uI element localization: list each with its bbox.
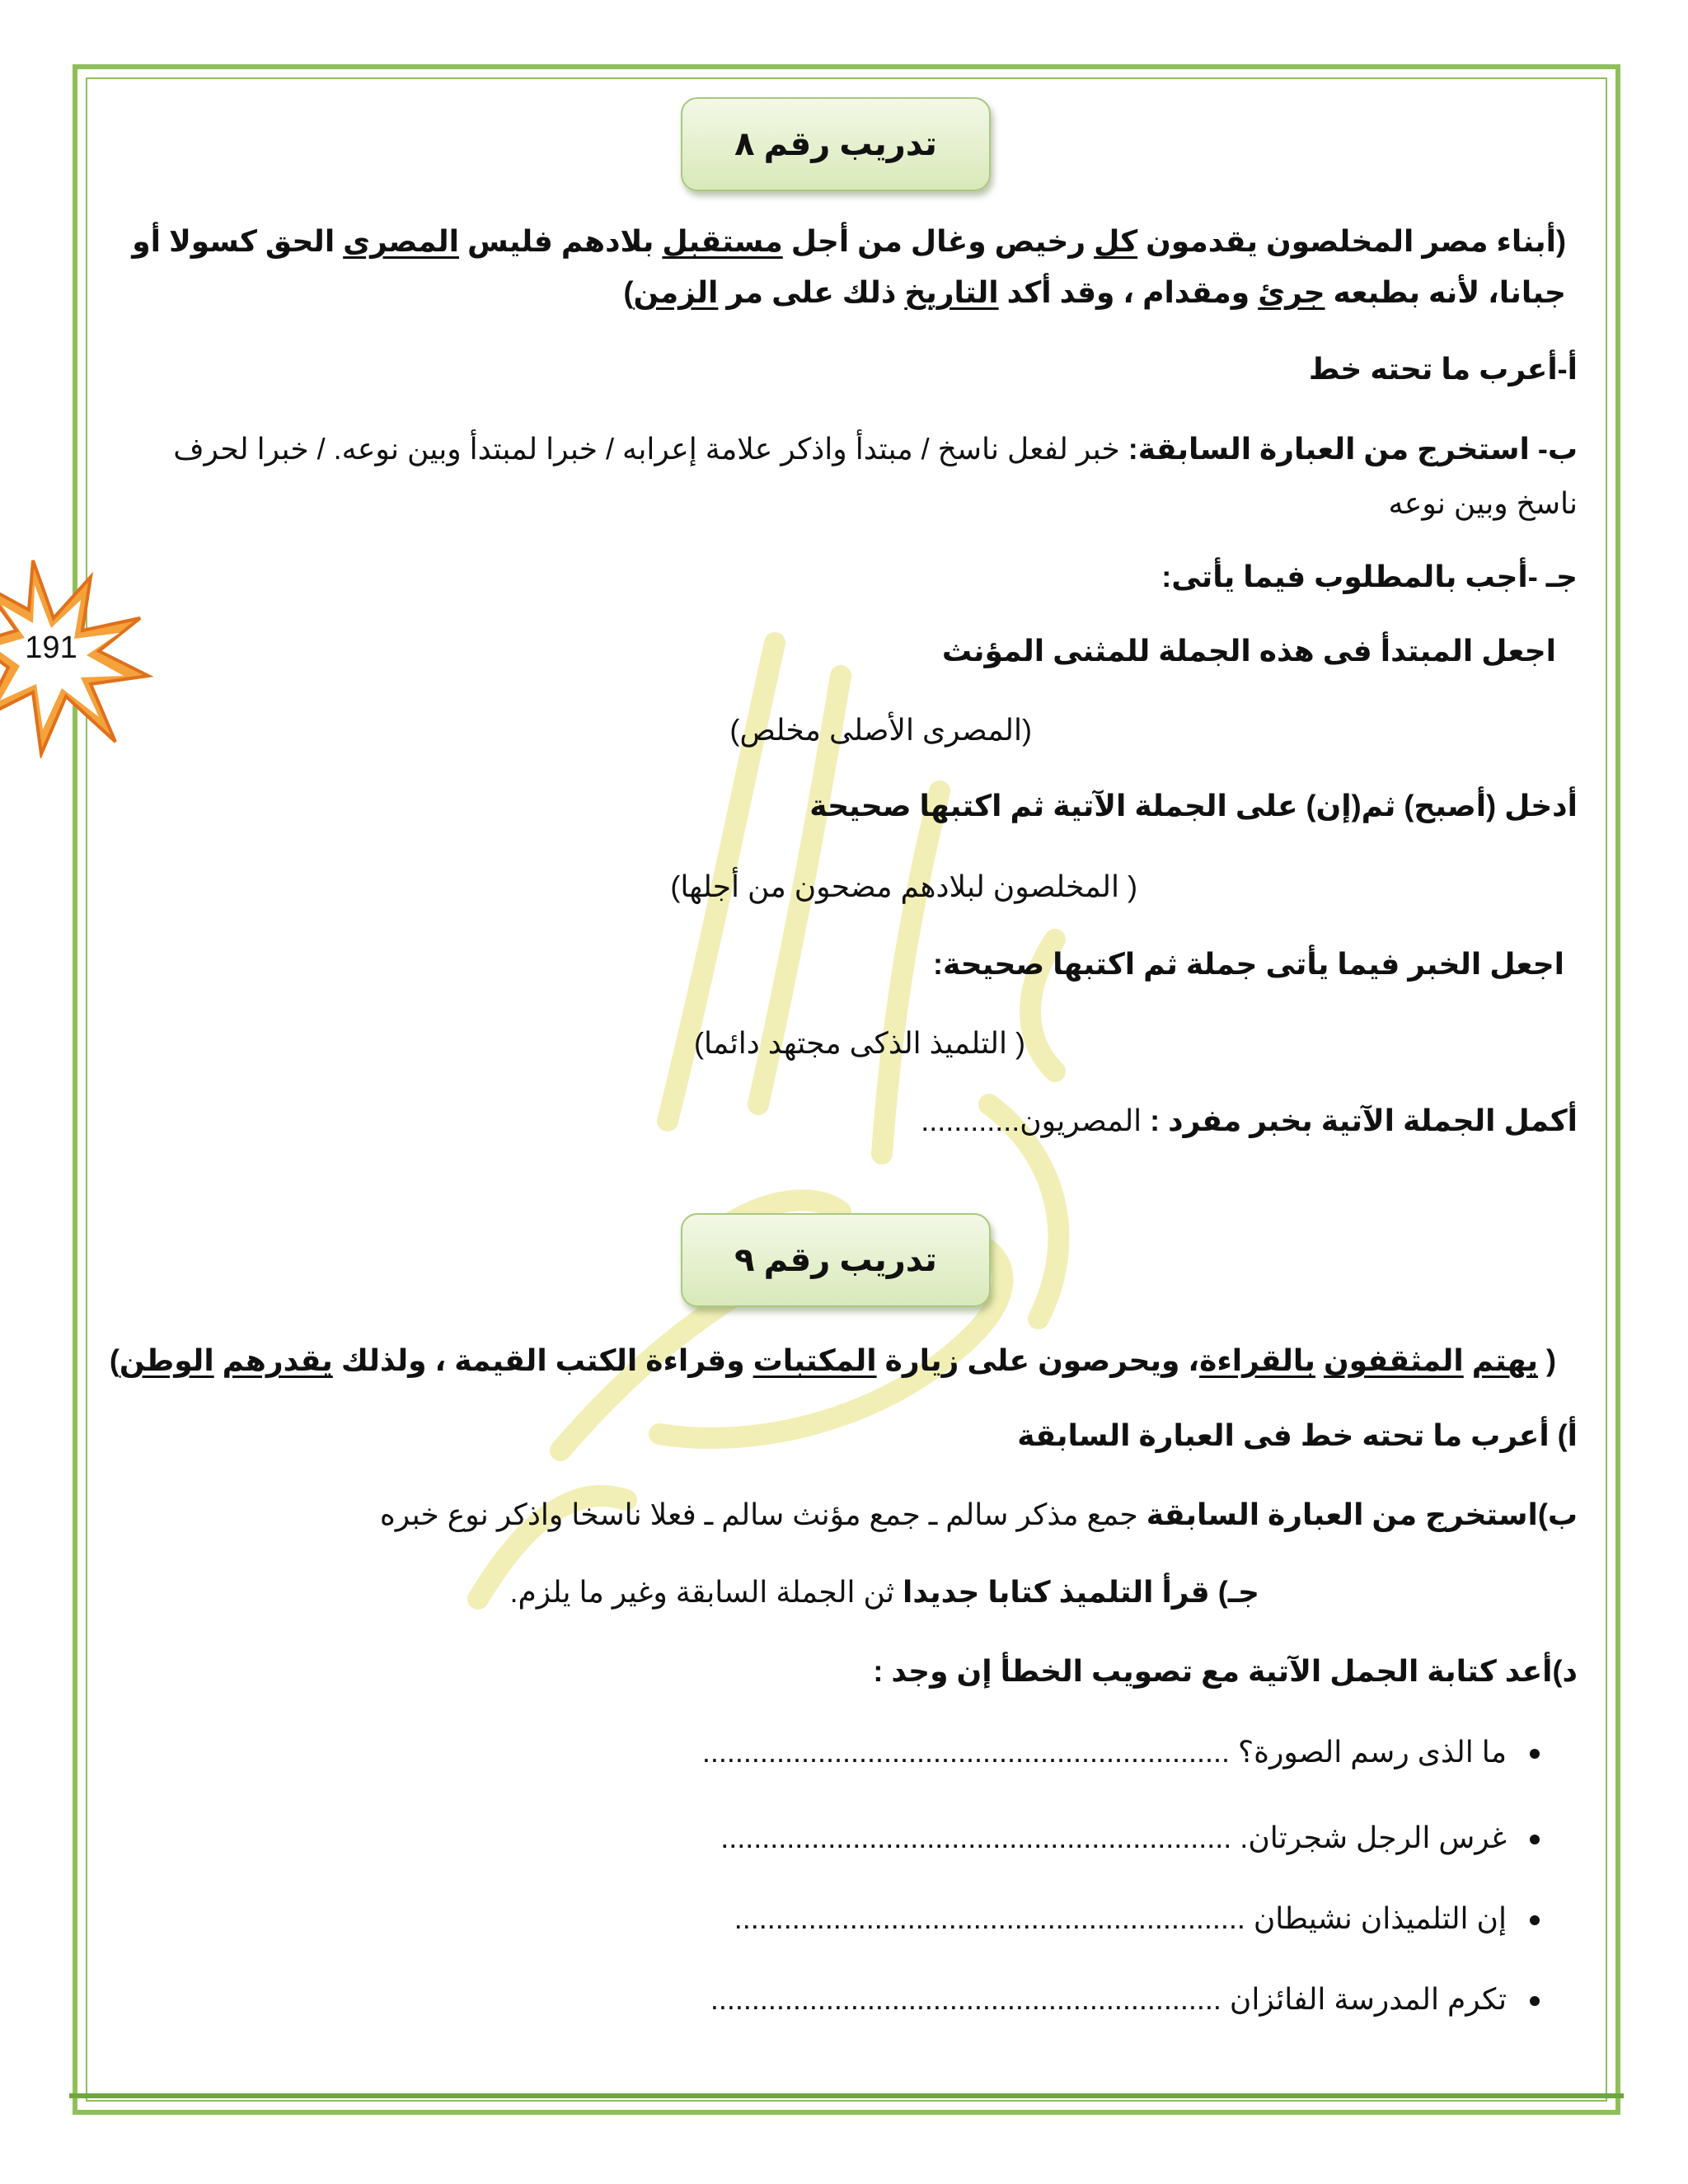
page-border-bottom [69, 2093, 1624, 2098]
passage-text: ) [623, 275, 634, 309]
bullet-dot [1530, 1915, 1540, 1925]
passage-text [214, 1343, 223, 1377]
underlined-word: جرئ [1258, 275, 1325, 309]
ex8-c2-sentence: ( المخلصون لبلادهم مضحون من أجلها) [670, 869, 1137, 903]
underlined-word: التاريخ [904, 275, 999, 309]
bullet-dot [1530, 1835, 1540, 1844]
exercise-8-title: تدريب رقم ٨ [681, 97, 991, 191]
ex9-question-b-text: جمع مذكر سالم ـ جمع مؤنث سالم ـ فعلا ناسخا واذكر نوع خبره [379, 1497, 1146, 1531]
ex9-question-a: أ) أعرب ما تحته خط فى العبارة السابقة [1017, 1418, 1578, 1452]
ex8-c3-sentence: ( التلميذ الذكى مجتهد دائما) [693, 1026, 1025, 1060]
bullet-dot [1530, 1749, 1540, 1759]
ex8-c1-sentence: (المصرى الأصلى مخلص) [729, 713, 1032, 747]
ex9-list-item [710, 1975, 1540, 2024]
ex9-question-c [509, 1568, 1259, 1617]
passage-text: ( [1538, 1343, 1556, 1377]
ex9-question-c-text: ثن الجملة السابقة وغير ما يلزم. [509, 1575, 903, 1609]
passage-text [1315, 1343, 1324, 1377]
exercise-9-passage [109, 1335, 1556, 1386]
ex8-c4 [921, 1096, 1578, 1146]
passage-text: رخيص وغال من أجل [782, 224, 1095, 258]
ex8-question-b-label: ب- استخرج من العبارة السابقة: [1128, 432, 1578, 466]
bullet-dot [1530, 1996, 1540, 2006]
underlined-word: يهتم [1471, 1343, 1538, 1377]
ex8-c4-label: أكمل الجملة الآتية بخبر مفرد : [1150, 1104, 1578, 1137]
passage-text: الحق كسولا أو جبانا، لأنه بطبعه [132, 224, 1566, 309]
ex8-c3-instruction: اجعل الخبر فيما يأتى جملة ثم اكتبها صحيحة: [932, 947, 1564, 981]
ex9-list-item [702, 1727, 1540, 1777]
passage-text: ذلك على مر [718, 275, 905, 309]
passage-text: وقراءة الكتب القيمة ، ولذلك [332, 1343, 753, 1377]
ex9-item-text: غرس الرجل شجرتان. .............................................................. [720, 1821, 1507, 1854]
underlined-word: يقدرهم [222, 1343, 333, 1377]
underlined-word: الوطن [119, 1343, 214, 1377]
passage-text: (أبناء مصر المخلصون يقدمون [1137, 224, 1566, 258]
passage-text: ) [109, 1343, 120, 1377]
ex9-question-b-label: ب)استخرج من العبارة السابقة [1146, 1497, 1578, 1531]
passage-text: ومقدام ، وقد أكد [998, 275, 1259, 309]
ex9-question-c-label: جـ) قرأ التلميذ كتابا جديدا [902, 1575, 1259, 1609]
passage-text [1464, 1343, 1472, 1377]
ex9-list-item [734, 1894, 1540, 1943]
ex9-item-text: ما الذى رسم الصورة؟ ................................................................ [701, 1735, 1507, 1769]
ex8-question-b [115, 422, 1578, 531]
ex8-c4-text: المصريون............ [921, 1104, 1151, 1137]
ex9-question-d: د)أعد كتابة الجمل الآتية مع تصويب الخطأ إن وجد : [873, 1654, 1578, 1688]
underlined-word: المكتبات [753, 1343, 877, 1377]
ex9-question-b [380, 1490, 1578, 1540]
ex8-question-c: جـ -أجب بالمطلوب فيما يأتى: [1161, 560, 1578, 593]
underlined-word: مستقبل [662, 224, 783, 258]
ex9-list-item [720, 1813, 1540, 1863]
underlined-word: المصرى [343, 224, 460, 258]
ex8-c1-instruction: اجعل المبتدأ فى هذه الجملة للمثنى المؤنث [941, 634, 1556, 668]
ex8-question-b-text: خبر لفعل ناسخ / مبتدأ واذكر علامة إعرابه / خبرا لمبتدأ وبين نوعه. / خبرا لحرف ناسخ وبين نوعه [173, 432, 1578, 520]
underlined-word: المثقفون [1323, 1343, 1464, 1377]
underlined-word: كل [1094, 224, 1138, 258]
passage-text: ، ويحرصون على زيارة [876, 1343, 1200, 1377]
underlined-word: بالقراءة [1199, 1343, 1315, 1377]
ex9-item-text: إن التلميذان نشيطان .............................................................. [734, 1901, 1507, 1935]
ex8-c2-instruction: أدخل (أصبح) ثم(إن) على الجملة الآتية ثم اكتبها صحيحة [809, 789, 1578, 823]
exercise-9-title: تدريب رقم ٩ [681, 1213, 991, 1307]
ex9-item-text: تكرم المدرسة الفائزان .............................................................. [710, 1982, 1507, 2016]
ex8-question-a: أ-أعرب ما تحته خط [1308, 352, 1578, 386]
passage-text: بلادهم فليس [459, 224, 663, 258]
exercise-8-passage [122, 216, 1566, 318]
page-number: 191 [25, 630, 77, 665]
underlined-word: الزمن [633, 275, 719, 309]
